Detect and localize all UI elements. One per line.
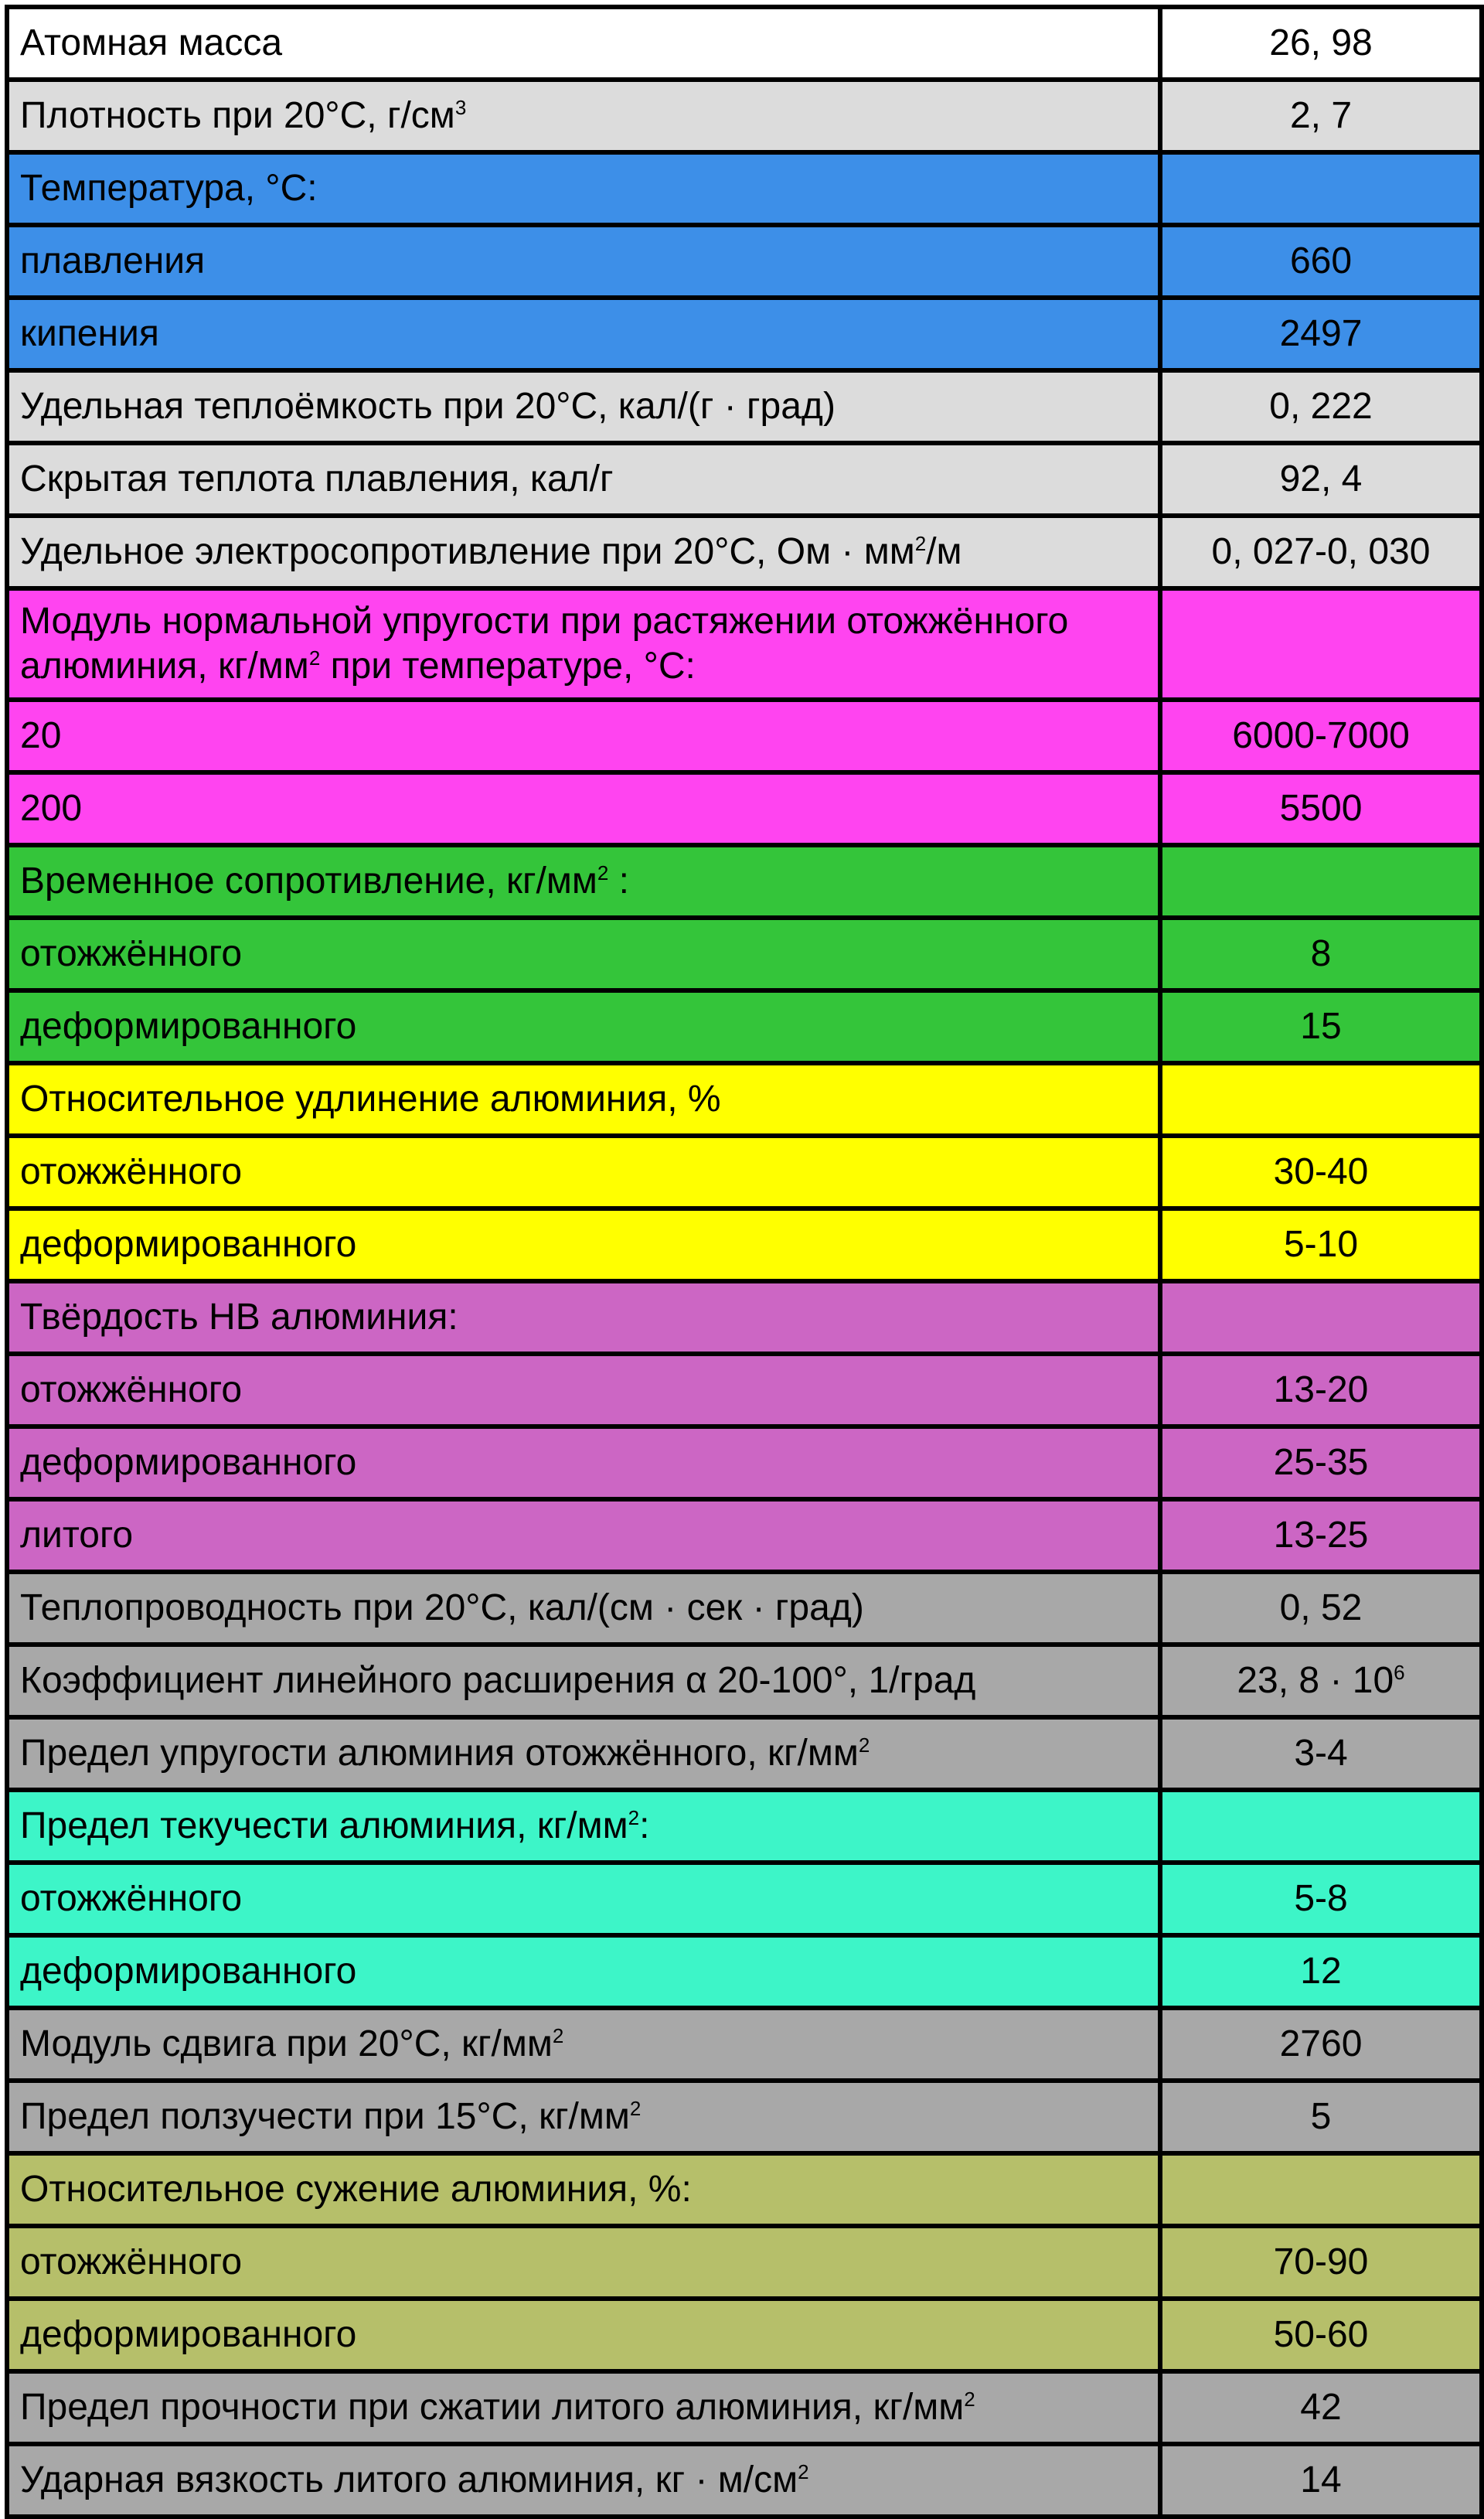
- table-row: [7, 2444, 1482, 2517]
- property-label: Модуль нормальной упругости при растяжении отожжённого алюминия, $кг/мм^2$ при температуре, °C:: [7, 588, 1160, 700]
- property-label: Теплопроводность при 20°C, кал/(см · сек · град): [7, 1572, 1160, 1645]
- property-label: плавления: [7, 225, 1160, 298]
- property-value: 5-8: [1160, 1863, 1482, 1935]
- property-value: 23, $8 \cdot 10^6$: [1160, 1645, 1482, 1717]
- aluminium-properties-table: [5, 5, 1484, 2519]
- property-value: 26, 98: [1160, 7, 1482, 80]
- property-label: деформированного: [7, 1935, 1160, 2008]
- property-value: [1160, 1063, 1482, 1136]
- table-row: [7, 1136, 1482, 1208]
- property-label: Ударная вязкость литого алюминия, кг · $м/см^2$: [7, 2444, 1160, 2517]
- property-value: 3-4: [1160, 1717, 1482, 1790]
- property-value: 660: [1160, 225, 1482, 298]
- property-label: литого: [7, 1499, 1160, 1572]
- table-row: [7, 2081, 1482, 2153]
- table-row: [7, 516, 1482, 588]
- property-label: 200: [7, 772, 1160, 845]
- table-row: [7, 1935, 1482, 2008]
- table-row: [7, 152, 1482, 225]
- table-row: [7, 1645, 1482, 1717]
- table-row: [7, 80, 1482, 152]
- property-value: 0, 52: [1160, 1572, 1482, 1645]
- property-label: Скрытая теплота плавления, кал/г: [7, 443, 1160, 516]
- table-row: [7, 772, 1482, 845]
- table-row: [7, 1863, 1482, 1935]
- table-row: [7, 700, 1482, 772]
- property-label: Коэффициент линейного расширения α 20-100°, 1/град: [7, 1645, 1160, 1717]
- property-label: кипения: [7, 298, 1160, 370]
- table-row: [7, 443, 1482, 516]
- table-row: [7, 1790, 1482, 1863]
- property-value: 13-25: [1160, 1499, 1482, 1572]
- property-label: Твёрдость HB алюминия:: [7, 1281, 1160, 1354]
- table-row: [7, 1427, 1482, 1499]
- table-row: [7, 2371, 1482, 2444]
- table-row: [7, 225, 1482, 298]
- table-row: [7, 2008, 1482, 2081]
- property-label: Модуль сдвига при 20°C, $кг/мм^2$: [7, 2008, 1160, 2081]
- property-label: деформированного: [7, 1427, 1160, 1499]
- table-row: [7, 1499, 1482, 1572]
- table-row: [7, 370, 1482, 443]
- table-row: [7, 845, 1482, 918]
- property-label: отожжённого: [7, 1136, 1160, 1208]
- property-label: деформированного: [7, 990, 1160, 1063]
- table-body: [7, 7, 1482, 2517]
- table-row: [7, 1572, 1482, 1645]
- table-row: [7, 7, 1482, 80]
- property-label: Предел текучести алюминия, $кг/мм^2$:: [7, 1790, 1160, 1863]
- property-label: Предел прочности при сжатии литого алюминия, $кг/мм^2$: [7, 2371, 1160, 2444]
- property-value: 15: [1160, 990, 1482, 1063]
- table-row: [7, 918, 1482, 990]
- property-value: [1160, 1790, 1482, 1863]
- property-label: Атомная масса: [7, 7, 1160, 80]
- property-label: Плотность при 20°C, $г/см^3$: [7, 80, 1160, 152]
- property-value: 12: [1160, 1935, 1482, 2008]
- property-label: 20: [7, 700, 1160, 772]
- property-label: Предел упругости алюминия отожжённого, $кг/мм^2$: [7, 1717, 1160, 1790]
- property-value: 2, 7: [1160, 80, 1482, 152]
- property-value: 5: [1160, 2081, 1482, 2153]
- property-value: 0, 027-0, 030: [1160, 516, 1482, 588]
- table-row: [7, 1208, 1482, 1281]
- table-row: [7, 1354, 1482, 1427]
- property-label: отожжённого: [7, 1354, 1160, 1427]
- property-value: 30-40: [1160, 1136, 1482, 1208]
- property-label: Временное сопротивление, $кг/мм^2$ :: [7, 845, 1160, 918]
- table-row: [7, 1063, 1482, 1136]
- property-value: [1160, 845, 1482, 918]
- property-value: 2497: [1160, 298, 1482, 370]
- property-label: деформированного: [7, 2299, 1160, 2371]
- property-value: [1160, 2153, 1482, 2226]
- property-label: Удельное электросопротивление при 20°C, Ом · $мм^2/м$: [7, 516, 1160, 588]
- property-label: отожжённого: [7, 918, 1160, 990]
- table-row: [7, 1281, 1482, 1354]
- property-value: [1160, 152, 1482, 225]
- property-value: 50-60: [1160, 2299, 1482, 2371]
- property-label: отожжённого: [7, 2226, 1160, 2299]
- table-row: [7, 1717, 1482, 1790]
- table-row: [7, 588, 1482, 700]
- table-row: [7, 2153, 1482, 2226]
- property-label: Относительное удлинение алюминия, %: [7, 1063, 1160, 1136]
- property-value: 0, 222: [1160, 370, 1482, 443]
- property-value: [1160, 1281, 1482, 1354]
- property-value: 5-10: [1160, 1208, 1482, 1281]
- table-row: [7, 990, 1482, 1063]
- property-label: Температура, °C:: [7, 152, 1160, 225]
- table-row: [7, 2226, 1482, 2299]
- property-label: деформированного: [7, 1208, 1160, 1281]
- property-value: 25-35: [1160, 1427, 1482, 1499]
- property-value: 70-90: [1160, 2226, 1482, 2299]
- property-value: 2760: [1160, 2008, 1482, 2081]
- property-label: отожжённого: [7, 1863, 1160, 1935]
- property-value: 5500: [1160, 772, 1482, 845]
- property-value: 13-20: [1160, 1354, 1482, 1427]
- property-value: 14: [1160, 2444, 1482, 2517]
- property-label: Удельная теплоёмкость при 20°C, кал/(г · град): [7, 370, 1160, 443]
- property-value: 42: [1160, 2371, 1482, 2444]
- property-value: 8: [1160, 918, 1482, 990]
- property-value: [1160, 588, 1482, 700]
- property-value: 92, 4: [1160, 443, 1482, 516]
- property-label: Предел ползучести при 15°C, $кг/мм^2$: [7, 2081, 1160, 2153]
- property-value: 6000-7000: [1160, 700, 1482, 772]
- table-row: [7, 2299, 1482, 2371]
- table-row: [7, 298, 1482, 370]
- property-label: Относительное сужение алюминия, %:: [7, 2153, 1160, 2226]
